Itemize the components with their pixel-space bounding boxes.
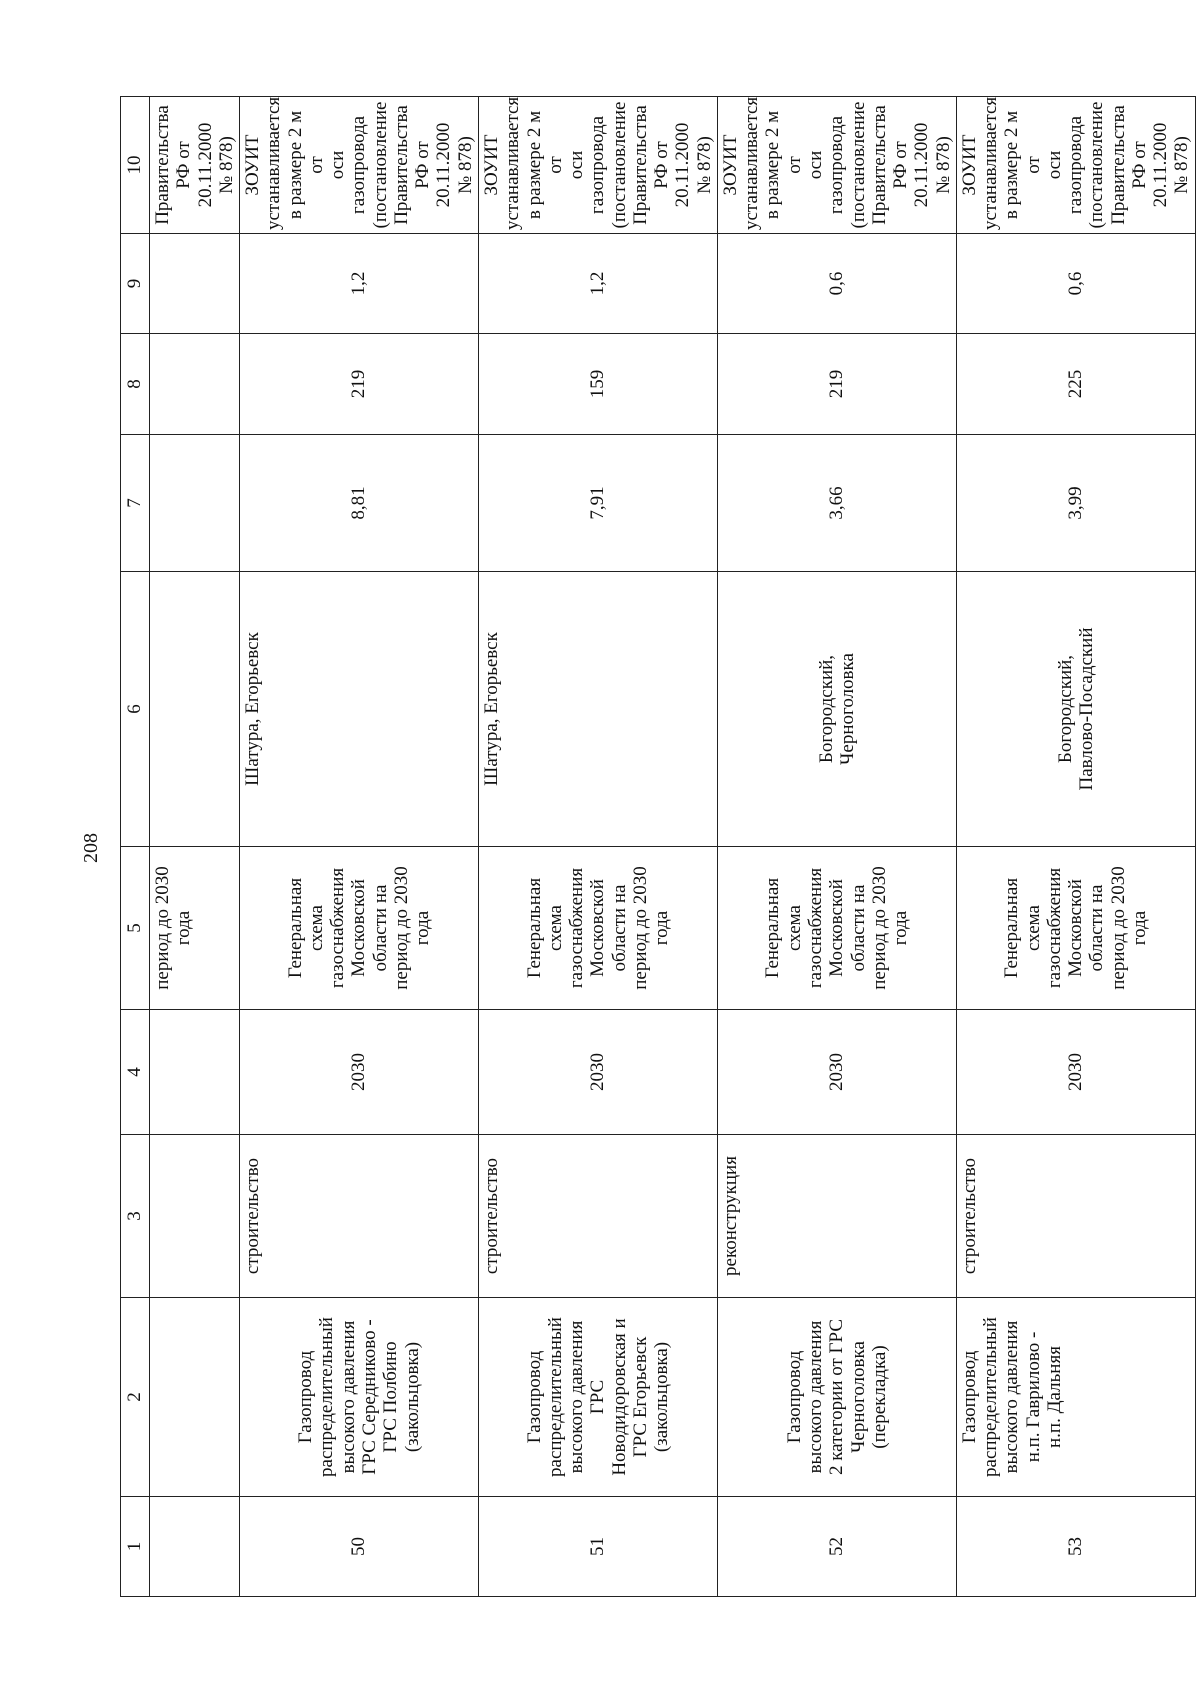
header-cell-9: 9: [121, 234, 150, 334]
header-cell-1: 1: [121, 1497, 150, 1597]
length: 3,66: [717, 435, 956, 572]
work-type: строительство: [478, 1135, 717, 1298]
source-document: Генеральная схема газоснабжения Московской области на период до 2030 года: [478, 847, 717, 1010]
header-cell-2: 2: [121, 1298, 150, 1497]
diameter: 219: [240, 334, 479, 435]
row-number: 52: [717, 1497, 956, 1597]
work-type: реконструкция: [717, 1135, 956, 1298]
protection-zone: ЗОУИТ устанавливается в размере 2 м от оси газопровода (постановление Правительства РФ от 20.11.2000 № 878): [478, 97, 717, 234]
source-document: Генеральная схема газоснабжения Московской области на период до 2030 года: [717, 847, 956, 1010]
source-document: Генеральная схема газоснабжения Московской области на период до 2030 года: [956, 847, 1195, 1010]
diameter: 225: [956, 334, 1195, 435]
diameter: 159: [478, 334, 717, 435]
pressure: 1,2: [478, 234, 717, 334]
header-cell-8: 8: [121, 334, 150, 435]
source-document: Генеральная схема газоснабжения Московской области на период до 2030 года: [240, 847, 479, 1010]
location: Богородский, Черноголовка: [717, 572, 956, 847]
length: 7,91: [478, 435, 717, 572]
location: Шатура, Егорьевск: [240, 572, 479, 847]
header-cell-7: 7: [121, 435, 150, 572]
table-row: [717, 97, 956, 1597]
cont-cell-1: [150, 1497, 240, 1597]
object-name: Газопровод распределительный высокого давления н.п. Гаврилово - н.п. Дальняя: [956, 1298, 1195, 1497]
gas-pipeline-table: [120, 96, 1196, 1597]
pressure: 0,6: [717, 234, 956, 334]
protection-zone: ЗОУИТ устанавливается в размере 2 м от оси газопровода (постановление Правительства РФ от 20.11.2000 № 878): [240, 97, 479, 234]
object-name: Газопровод высокого давления 2 категории от ГРС Черноголовка (перекладка): [717, 1298, 956, 1497]
object-name: Газопровод распределительный высокого давления ГРС Новодидоровская и ГРС Егорьевск (закольцовка): [478, 1298, 717, 1497]
header-cell-6: 6: [121, 572, 150, 847]
cont-cell-4: [150, 1010, 240, 1135]
cont-cell-9: [150, 234, 240, 334]
length: 8,81: [240, 435, 479, 572]
cont-cell-8: [150, 334, 240, 435]
location: Шатура, Егорьевск: [478, 572, 717, 847]
row-number: 51: [478, 1497, 717, 1597]
year: 2030: [240, 1010, 479, 1135]
header-cell-3: 3: [121, 1135, 150, 1298]
location: Богородский, Павлово-Посадский: [956, 572, 1195, 847]
work-type: строительство: [956, 1135, 1195, 1298]
header-cell-4: 4: [121, 1010, 150, 1135]
cont-cell-5: период до 2030 года: [150, 847, 240, 1010]
diameter: 219: [717, 334, 956, 435]
table-row: [478, 97, 717, 1597]
protection-zone: ЗОУИТ устанавливается в размере 2 м от оси газопровода (постановление Правительства РФ от 20.11.2000 № 878): [717, 97, 956, 234]
work-type: строительство: [240, 1135, 479, 1298]
year: 2030: [717, 1010, 956, 1135]
cont-cell-10: Правительства РФ от 20.11.2000 № 878): [150, 97, 240, 234]
protection-zone: ЗОУИТ устанавливается в размере 2 м от оси газопровода (постановление Правительства РФ от 20.11.2000 № 878): [956, 97, 1195, 234]
table-row: [240, 97, 479, 1597]
object-name: Газопровод распределительный высокого давления ГРС Середниково - ГРС Полбино (закольцовка): [240, 1298, 479, 1497]
header-row: [121, 97, 150, 1597]
row-number: 53: [956, 1497, 1195, 1597]
header-cell-5: 5: [121, 847, 150, 1010]
cont-cell-2: [150, 1298, 240, 1497]
continuation-row: [150, 97, 240, 1597]
pressure: 0,6: [956, 234, 1195, 334]
table-row: [956, 97, 1195, 1597]
year: 2030: [478, 1010, 717, 1135]
header-cell-10: 10: [121, 97, 150, 234]
cont-cell-7: [150, 435, 240, 572]
rotated-table-wrapper: [120, 96, 1193, 1597]
cont-cell-6: [150, 572, 240, 847]
length: 3,99: [956, 435, 1195, 572]
page-number: 208: [79, 833, 102, 863]
pressure: 1,2: [240, 234, 479, 334]
year: 2030: [956, 1010, 1195, 1135]
cont-cell-3: [150, 1135, 240, 1298]
row-number: 50: [240, 1497, 479, 1597]
